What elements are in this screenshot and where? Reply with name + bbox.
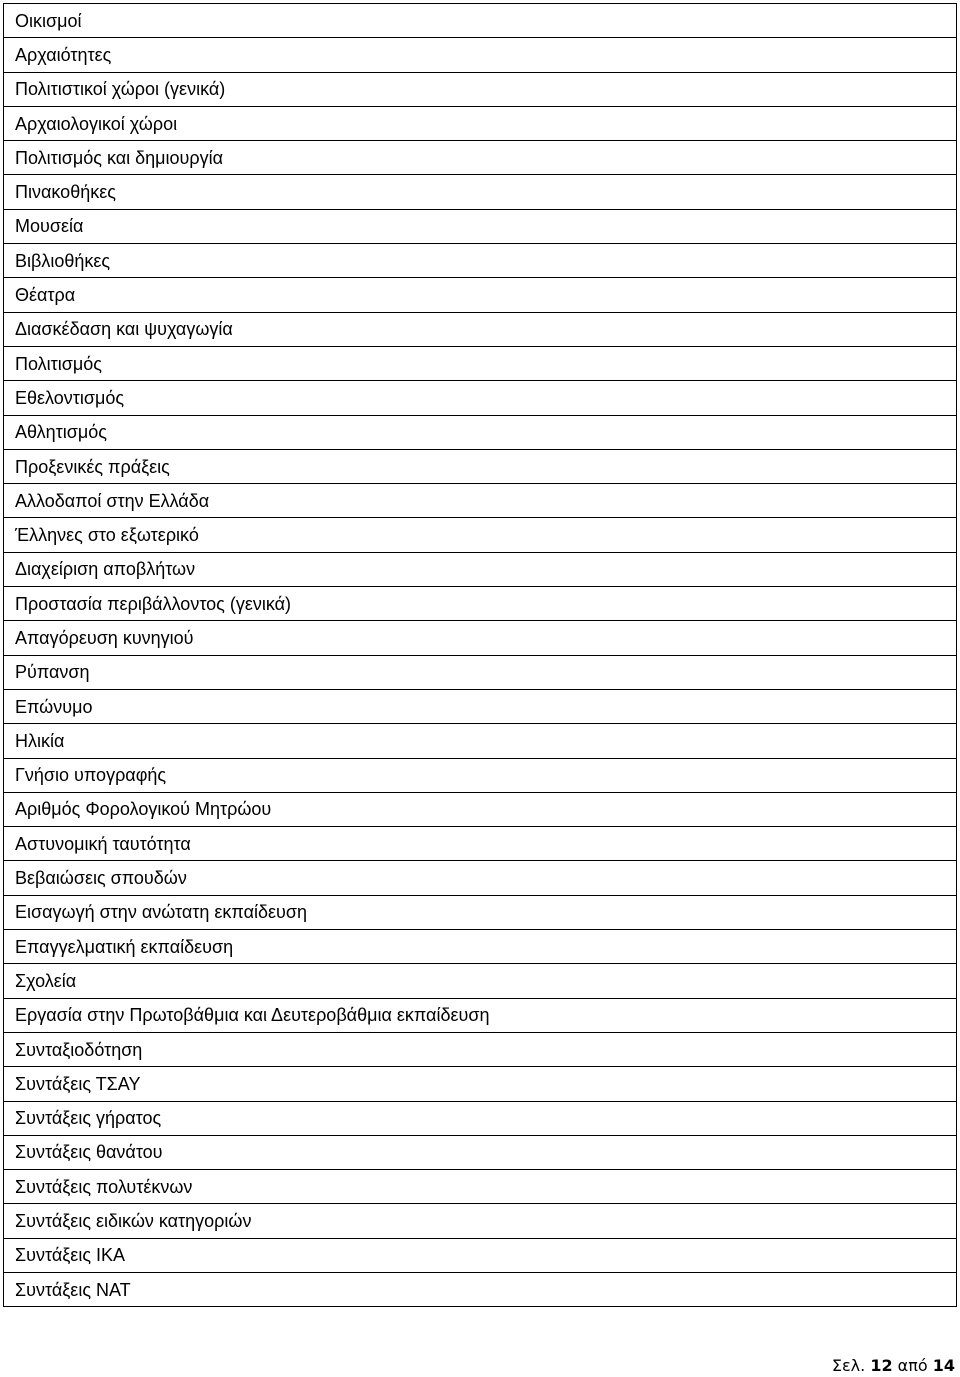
table-row <box>4 106 957 140</box>
table-cell: Αρχαιολογικοί χώροι <box>4 106 957 140</box>
topics-table-body <box>4 4 957 1307</box>
table-cell: Αστυνομική ταυτότητα <box>4 827 957 861</box>
table-cell: Συντάξεις πολυτέκνων <box>4 1170 957 1204</box>
table-cell: Συνταξιοδότηση <box>4 1032 957 1066</box>
table-row <box>4 1135 957 1169</box>
table-cell: Απαγόρευση κυνηγιού <box>4 621 957 655</box>
table-row <box>4 1170 957 1204</box>
table-row <box>4 724 957 758</box>
table-cell: Διαχείριση αποβλήτων <box>4 552 957 586</box>
table-cell: Αλλοδαποί στην Ελλάδα <box>4 484 957 518</box>
table-cell: Σχολεία <box>4 964 957 998</box>
table-row <box>4 38 957 72</box>
table-row <box>4 827 957 861</box>
table-cell: Συντάξεις ΤΣΑΥ <box>4 1067 957 1101</box>
table-row <box>4 964 957 998</box>
table-cell: Οικισμοί <box>4 4 957 38</box>
page-number <box>832 1357 955 1375</box>
table-cell: Πολιτισμός <box>4 346 957 380</box>
table-row <box>4 689 957 723</box>
table-cell: Συντάξεις ΝΑΤ <box>4 1272 957 1306</box>
table-row <box>4 244 957 278</box>
table-cell: Ρύπανση <box>4 655 957 689</box>
table-row <box>4 895 957 929</box>
table-cell: Αρχαιότητες <box>4 38 957 72</box>
table-cell: Ηλικία <box>4 724 957 758</box>
table-row <box>4 518 957 552</box>
table-cell: Έλληνες στο εξωτερικό <box>4 518 957 552</box>
table-cell: Εργασία στην Πρωτοβάθμια και Δευτεροβάθμια εκπαίδευση <box>4 998 957 1032</box>
total-pages-number: 14 <box>932 1356 955 1375</box>
table-cell: Βεβαιώσεις σπουδών <box>4 861 957 895</box>
table-cell: Προστασία περιβάλλοντος (γενικά) <box>4 587 957 621</box>
table-cell: Συντάξεις γήρατος <box>4 1101 957 1135</box>
table-row <box>4 415 957 449</box>
table-row <box>4 1101 957 1135</box>
table-row <box>4 758 957 792</box>
table-row <box>4 72 957 106</box>
table-row <box>4 4 957 38</box>
table-cell: Συντάξεις θανάτου <box>4 1135 957 1169</box>
table-cell: Επαγγελματική εκπαίδευση <box>4 930 957 964</box>
table-cell: Μουσεία <box>4 209 957 243</box>
table-cell: Επώνυμο <box>4 689 957 723</box>
table-row <box>4 655 957 689</box>
page-number-separator: από <box>897 1356 928 1375</box>
table-cell: Εθελοντισμός <box>4 381 957 415</box>
table-row <box>4 792 957 826</box>
table-row <box>4 930 957 964</box>
table-cell: Διασκέδαση και ψυχαγωγία <box>4 312 957 346</box>
table-row <box>4 449 957 483</box>
table-row <box>4 998 957 1032</box>
table-row <box>4 278 957 312</box>
table-cell: Προξενικές πράξεις <box>4 449 957 483</box>
table-cell: Αριθμός Φορολογικού Μητρώου <box>4 792 957 826</box>
table-cell: Πολιτισμός και δημιουργία <box>4 141 957 175</box>
table-row <box>4 587 957 621</box>
table-cell: Συντάξεις ειδικών κατηγοριών <box>4 1204 957 1238</box>
table-cell: Πολιτιστικοί χώροι (γενικά) <box>4 72 957 106</box>
table-row <box>4 621 957 655</box>
table-row <box>4 484 957 518</box>
table-cell: Πινακοθήκες <box>4 175 957 209</box>
table-row <box>4 346 957 380</box>
topics-table <box>3 3 957 1307</box>
table-row <box>4 552 957 586</box>
table-cell: Βιβλιοθήκες <box>4 244 957 278</box>
table-cell: Εισαγωγή στην ανώτατη εκπαίδευση <box>4 895 957 929</box>
table-cell: Γνήσιο υπογραφής <box>4 758 957 792</box>
table-row <box>4 1272 957 1306</box>
table-row <box>4 1238 957 1272</box>
table-row <box>4 381 957 415</box>
table-row <box>4 141 957 175</box>
page-number-prefix: Σελ. <box>831 1356 866 1375</box>
table-row <box>4 175 957 209</box>
table-row <box>4 1204 957 1238</box>
table-row <box>4 1032 957 1066</box>
table-row <box>4 1067 957 1101</box>
table-cell: Αθλητισμός <box>4 415 957 449</box>
table-row <box>4 861 957 895</box>
table-cell: Θέατρα <box>4 278 957 312</box>
table-row <box>4 312 957 346</box>
table-row <box>4 209 957 243</box>
current-page-number: 12 <box>870 1356 893 1375</box>
table-cell: Συντάξεις ΙΚΑ <box>4 1238 957 1272</box>
